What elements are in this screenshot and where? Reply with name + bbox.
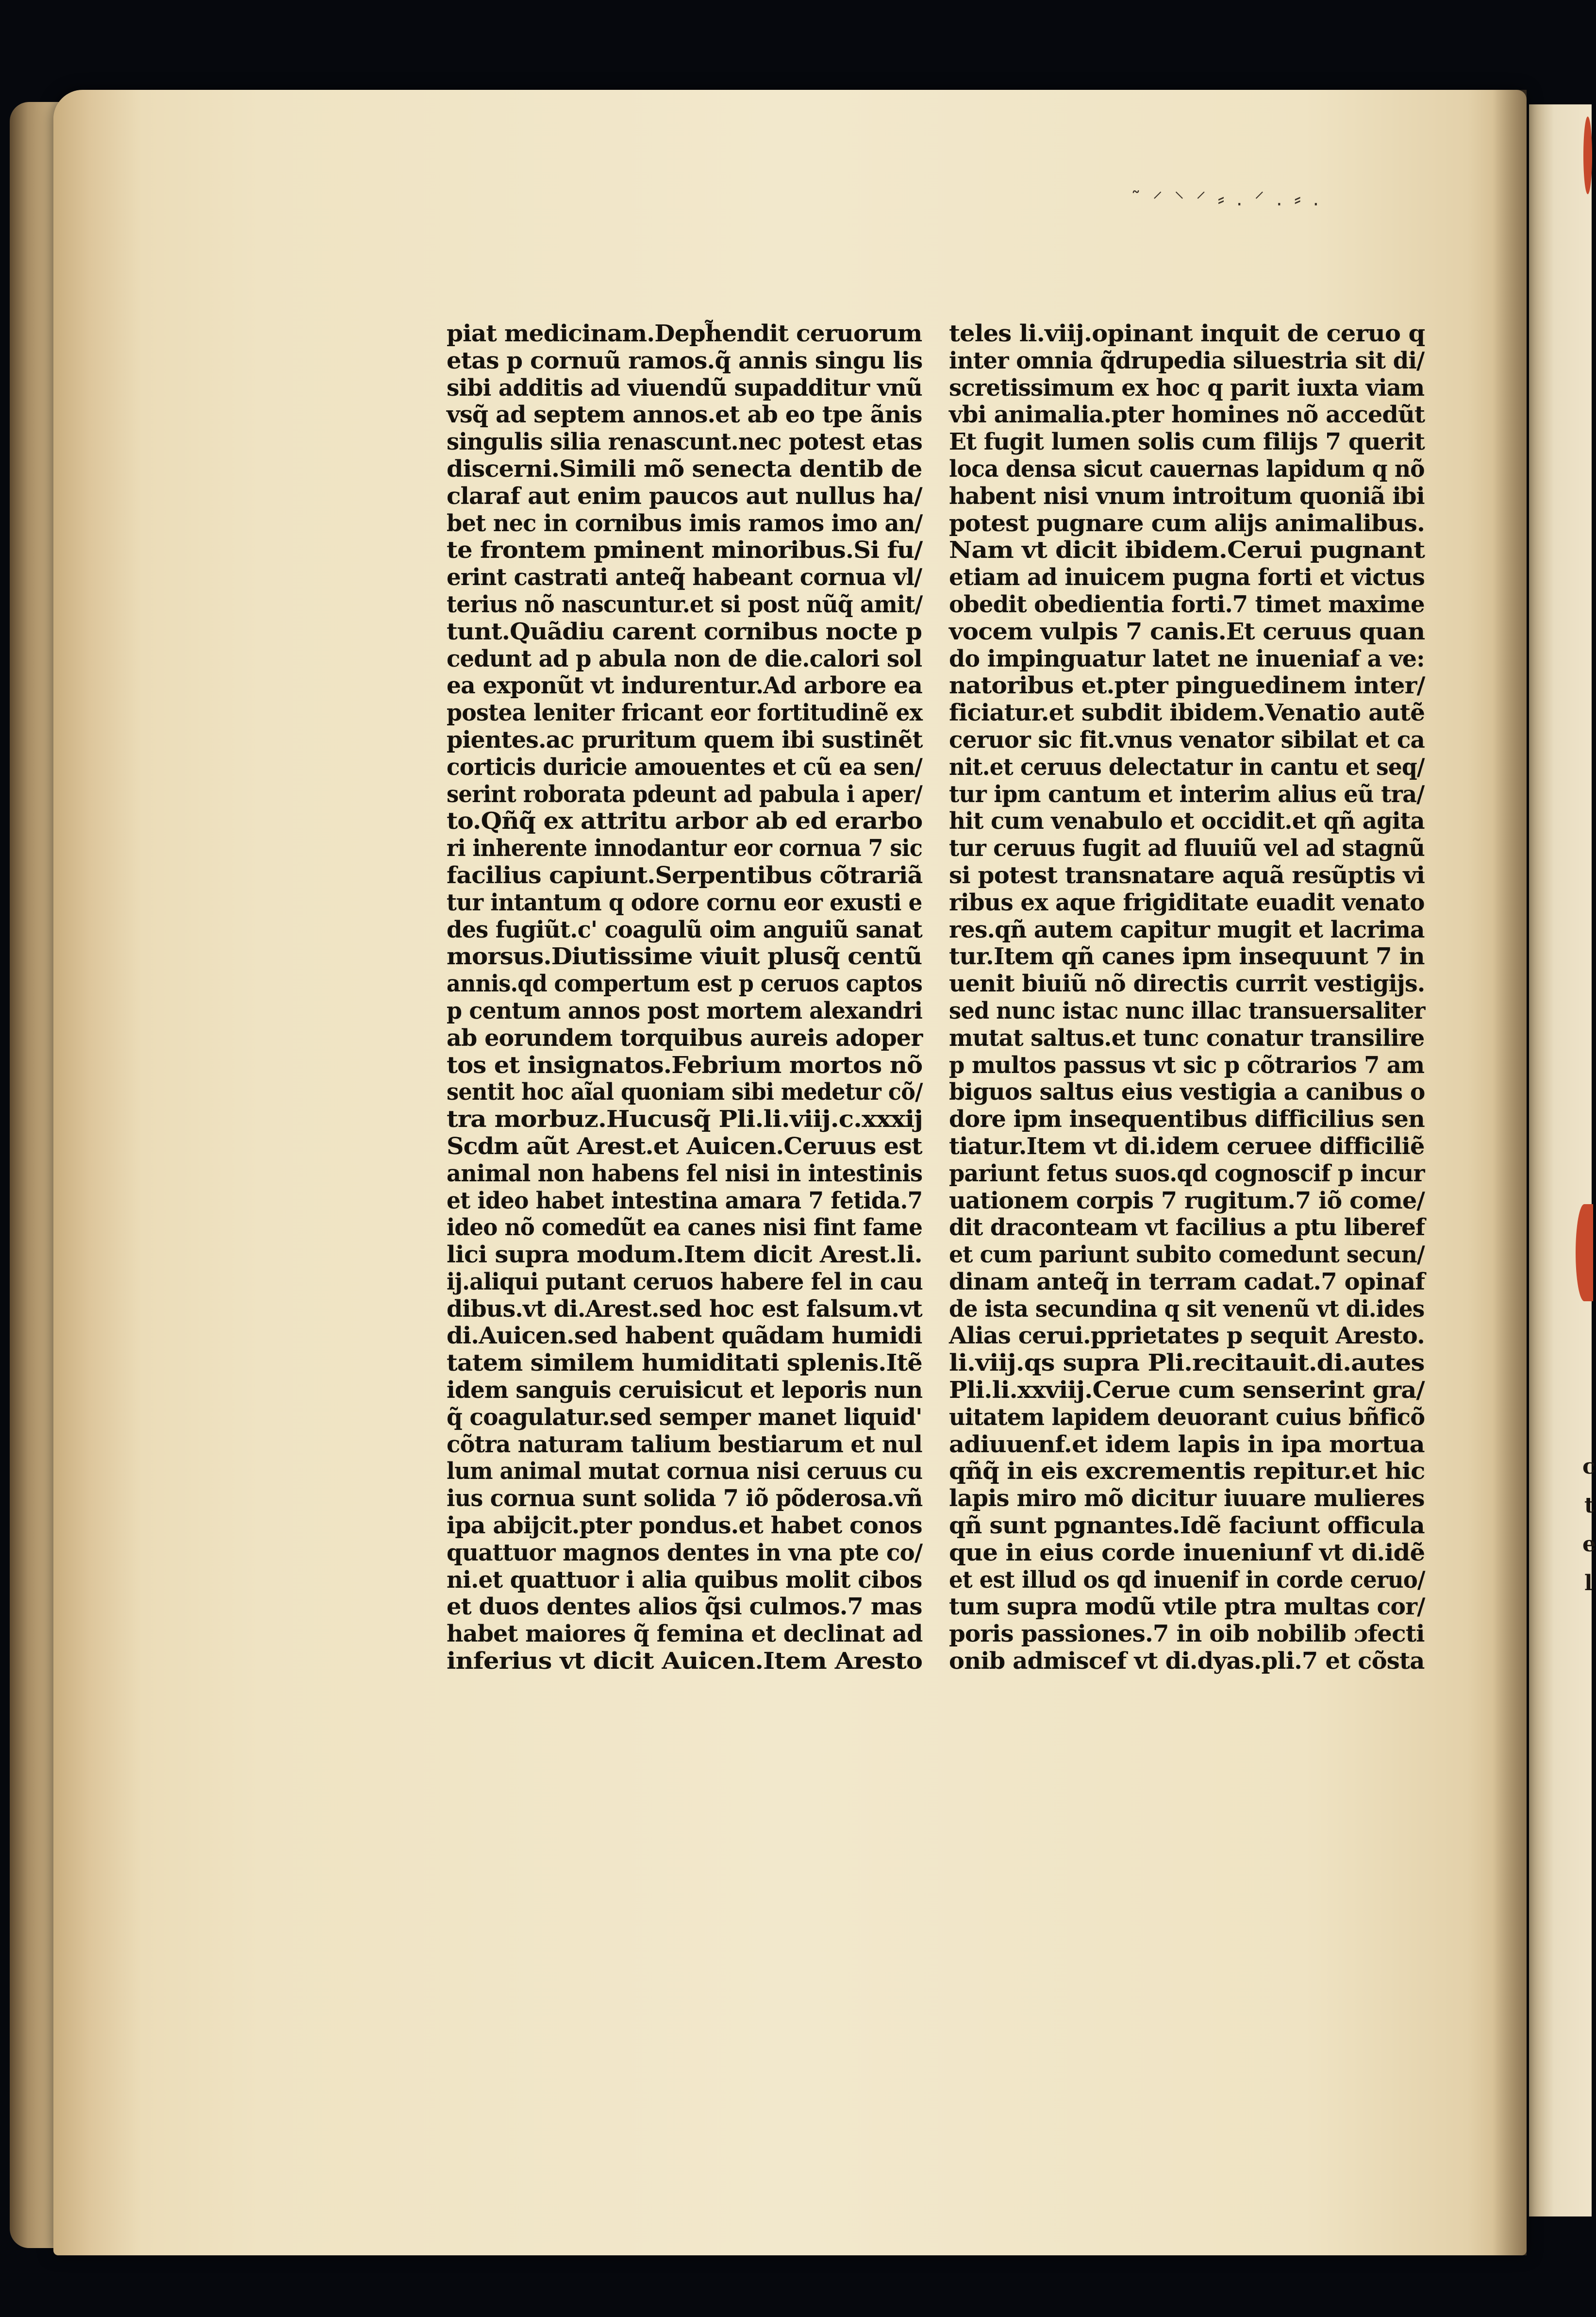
- text-line: ab eorundem torquibus aureis adoper: [447, 1024, 923, 1052]
- text-line: uenit biuiũ nõ directis currit vestigijs.: [949, 970, 1425, 998]
- text-line: qñq̃ in eis excrementis repitur.et hic: [949, 1458, 1425, 1485]
- text-line: ij.aliqui putant ceruos habere fel in cau: [447, 1268, 923, 1295]
- text-line: tur ipm cantum et interim alius eũ tra/: [949, 780, 1425, 808]
- text-line: dit draconteam vt facilius a ptu liberef: [949, 1214, 1425, 1242]
- text-line: corticis duricie amouentes et cũ ea sen/: [447, 753, 922, 781]
- facing-page-fragment: l: [1584, 1571, 1593, 1595]
- text-line: cedunt ad p abula non de die.calori sol: [447, 645, 922, 672]
- text-line: tunt.Quãdiu carent cornibus nocte p: [447, 618, 922, 645]
- facing-page-fragment: e: [1582, 1532, 1596, 1557]
- text-line: sentit hoc aĩal quoniam sibi medetur cõ/: [447, 1078, 923, 1106]
- text-line: tos et insignatos.Febrium mortos nõ: [447, 1051, 923, 1079]
- text-line: natoribus et.pter pinguedinem inter/: [949, 672, 1425, 700]
- text-line: Scdm aũt Arest.et Auicen.Ceruus est: [447, 1132, 922, 1160]
- text-line: Nam vt dicit ibidem.Cerui pugnant: [949, 537, 1425, 564]
- text-line: ipa abijcit.pter pondus.et habet conos: [447, 1512, 922, 1540]
- text-line: annis.qd compertum est p ceruos captos: [447, 970, 922, 998]
- text-line: si potest transnatare aquã resũptis vi: [949, 861, 1425, 889]
- text-line: ficiatur.et subdit ibidem.Venatio autẽ: [949, 699, 1425, 727]
- text-line: ius cornua sunt solida 7 iõ põderosa.vñ: [447, 1485, 923, 1512]
- text-line: loca densa sicut cauernas lapidum q nõ: [949, 455, 1425, 483]
- text-line: teles li.viij.opinant inquit de ceruo q: [949, 320, 1425, 347]
- text-line: li.viij.qs supra Pli.recitauit.di.autes: [949, 1349, 1425, 1377]
- text-line: habent nisi vnum introitum quoniã ibi: [949, 482, 1425, 510]
- text-line: res.qñ autem capitur mugit et lacrima: [949, 916, 1425, 943]
- text-line: tatem similem humiditati splenis.Itẽ: [447, 1349, 922, 1377]
- text-line: et ideo habet intestina amara 7 fetida.7: [447, 1187, 923, 1214]
- text-line: te frontem pminent minoribus.Si fu/: [447, 537, 923, 564]
- rubric-mark: [1576, 1204, 1593, 1301]
- text-line: to.Qñq̃ ex attritu arbor ab ed erarbo: [447, 807, 923, 835]
- text-line: vsq̃ ad septem annos.et ab eo tpe ãnis: [447, 401, 922, 429]
- text-line: obedit obedientia forti.7 timet maxime: [949, 590, 1425, 618]
- text-line: dinam anteq̃ in terram cadat.7 opinaf: [949, 1268, 1425, 1295]
- text-line: habet maiores q̃ femina et declinat ad: [447, 1620, 923, 1648]
- text-line: scretissimum ex hoc q parit iuxta viam: [949, 374, 1425, 402]
- text-line: q̃ coagulatur.sed semper manet liquid': [447, 1403, 922, 1431]
- text-line: adiuuenf.et idem lapis in ipa mortua: [949, 1430, 1425, 1458]
- text-line: Alias cerui.pprietates p sequit Aresto.: [949, 1322, 1425, 1350]
- rubric-mark: [1583, 117, 1592, 194]
- text-line: do impinguatur latet ne inueniaf a ve:: [949, 645, 1425, 672]
- text-line: idem sanguis ceruisicut et leporis nun: [447, 1377, 923, 1404]
- text-line: et duos dentes alios q̃si culmos.7 mas: [447, 1593, 922, 1621]
- text-line: ceruor sic fit.vnus venator sibilat et ca: [949, 726, 1425, 754]
- text-line: etiam ad inuicem pugna forti et victus: [949, 564, 1425, 591]
- text-line: ribus ex aque frigiditate euadit venato: [949, 889, 1425, 916]
- text-line: ri inherente innodantur eor cornua 7 sic: [447, 835, 923, 862]
- text-line: bet nec in cornibus imis ramos imo an/: [447, 509, 923, 537]
- text-line: Pli.li.xxviij.Cerue cum senserint gra/: [949, 1377, 1425, 1404]
- text-line: pariunt fetus suos.qd cognoscif p incur: [949, 1159, 1425, 1187]
- text-line: inter omnia q̃drupedia siluestria sit di/: [949, 347, 1425, 374]
- text-line: piat medicinam.Deph̃endit ceruorum: [447, 320, 922, 347]
- text-line: quattuor magnos dentes in vna pte co/: [447, 1539, 923, 1566]
- text-line: uitatem lapidem deuorant cuius bñficõ: [949, 1403, 1425, 1431]
- text-line: ni.et quattuor i alia quibus molit cibos: [447, 1566, 922, 1594]
- text-line: di.Auicen.sed habent quãdam humidi: [447, 1322, 922, 1350]
- text-line: tum supra modũ vtile ptra multas cor/: [949, 1593, 1425, 1621]
- text-line: des fugiũt.c' coagulũ oim anguiũ sanat: [447, 916, 922, 943]
- right-text-column: [949, 320, 1425, 1675]
- text-line: vocem vulpis 7 canis.Et ceruus quan: [949, 618, 1425, 645]
- text-line: claraf aut enim paucos aut nullus ha/: [447, 482, 922, 510]
- text-line: morsus.Diutissime viuit plusq̃ centũ: [447, 943, 922, 971]
- text-line: biguos saltus eius vestigia a canibus o: [949, 1078, 1425, 1106]
- facing-page-edge: [1529, 104, 1596, 2216]
- text-line: tur intantum q odore cornu eor exusti e: [447, 889, 922, 916]
- text-line: erint castrati anteq̃ habeant cornua vl/: [447, 564, 922, 591]
- text-line: onib admiscef vt di.dyas.pli.7 et cõsta: [949, 1647, 1425, 1675]
- text-line: p centum annos post mortem alexandri: [447, 997, 923, 1024]
- text-line: inferius vt dicit Auicen.Item Aresto: [447, 1647, 923, 1675]
- text-line: poris passiones.7 in oib nobilib ɔfecti: [949, 1620, 1425, 1648]
- text-line: etas p cornuũ ramos.q̃ annis singu lis: [447, 347, 923, 374]
- text-line: p multos passus vt sic p cõtrarios 7 am: [949, 1051, 1425, 1079]
- text-line: serint roborata pdeunt ad pabula i aper/: [447, 780, 922, 808]
- left-text-column: [447, 320, 922, 1675]
- text-line: lici supra modum.Item dicit Arest.li.: [447, 1241, 922, 1269]
- top-marks: ˜ ⸍ ⸌ ⸍ ⸗ . ⸍ . ⸗ .: [1131, 188, 1322, 210]
- text-line: postea leniter fricant eor fortitudinẽ ex: [447, 699, 923, 727]
- text-line: ea exponũt vt indurentur.Ad arbore ea: [447, 672, 922, 700]
- text-line: sibi additis ad viuendũ supadditur vnũ: [447, 374, 922, 402]
- text-line: uationem corpis 7 rugitum.7 iõ come/: [949, 1187, 1425, 1214]
- facing-page-fragment: t: [1584, 1493, 1595, 1518]
- text-line: facilius capiunt.Serpentibus cõtrariã: [447, 861, 923, 889]
- text-line: dibus.vt di.Arest.sed hoc est falsum.vt: [447, 1295, 922, 1323]
- text-line: terius nõ nascuntur.et si post nũq̃ amit/: [447, 590, 923, 618]
- text-line: dore ipm insequentibus difficilius sen: [949, 1106, 1425, 1133]
- text-line: de ista secundina q sit venenũ vt di.ides: [949, 1295, 1425, 1323]
- text-line: que in eius corde inueniunf vt di.idẽ: [949, 1539, 1425, 1566]
- text-line: tiatur.Item vt di.idem ceruee difficiliẽ: [949, 1132, 1425, 1160]
- text-line: qñ sunt pgnantes.Idẽ faciunt officula: [949, 1512, 1425, 1540]
- text-line: ideo nõ comedũt ea canes nisi fint fame: [447, 1214, 923, 1242]
- text-line: pientes.ac pruritum quem ibi sustinẽt: [447, 726, 923, 754]
- text-line: singulis silia renascunt.nec potest etas: [447, 428, 922, 456]
- text-line: vbi animalia.pter homines nõ accedũt: [949, 401, 1425, 429]
- text-line: tur ceruus fugit ad fluuiũ vel ad stagnũ: [949, 835, 1425, 862]
- text-line: lapis miro mõ dicitur iuuare mulieres: [949, 1485, 1425, 1512]
- text-line: tur.Item qñ canes ipm insequunt 7 in: [949, 943, 1425, 971]
- text-line: discerni.Simili mõ senecta dentib de: [447, 455, 922, 483]
- text-line: mutat saltus.et tunc conatur transilire: [949, 1024, 1425, 1052]
- text-line: Et fugit lumen solis cum filijs 7 querit: [949, 428, 1425, 456]
- facing-page-fragment: c: [1582, 1454, 1596, 1479]
- text-line: sed nunc istac nunc illac transuersaliter: [949, 997, 1425, 1024]
- text-line: et cum pariunt subito comedunt secun/: [949, 1241, 1425, 1269]
- text-line: potest pugnare cum alijs animalibus.: [949, 509, 1425, 537]
- text-line: nit.et ceruus delectatur in cantu et seq/: [949, 753, 1425, 781]
- text-line: tra morbuz.Hucusq̃ Pli.li.viij.c.xxxij: [447, 1106, 923, 1133]
- gutter-shadow: [1493, 90, 1527, 2255]
- text-line: lum animal mutat cornua nisi ceruus cu: [447, 1458, 923, 1485]
- text-line: et est illud os qd inuenif in corde ceruo/: [949, 1566, 1425, 1594]
- text-line: cõtra naturam talium bestiarum et nul: [447, 1430, 922, 1458]
- text-line: animal non habens fel nisi in intestinis: [447, 1159, 923, 1187]
- text-line: hit cum venabulo et occidit.et qñ agita: [949, 807, 1425, 835]
